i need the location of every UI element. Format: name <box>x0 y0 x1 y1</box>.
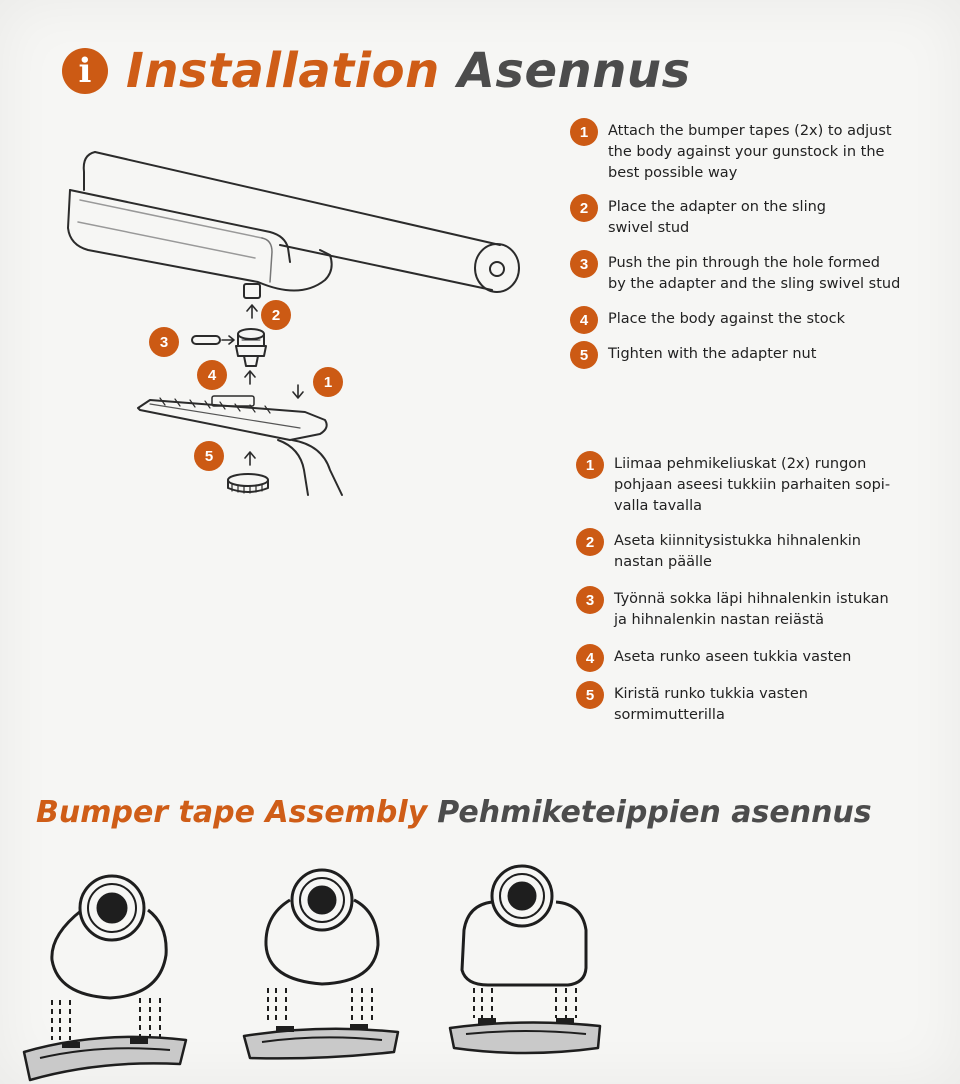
step-number: 5 <box>570 341 598 369</box>
step-number: 2 <box>576 528 604 556</box>
step-number: 1 <box>570 118 598 146</box>
diagram-label-5: 5 <box>194 441 224 471</box>
step-number: 3 <box>570 250 598 278</box>
step-number: 5 <box>576 681 604 709</box>
step-text: Liimaa pehmikeliuskat (2x) rungon pohjaan aseesi tukkiin parhaiten sopi- valla tavalla <box>614 456 891 514</box>
title-english: Installation <box>126 43 440 99</box>
step-text: Aseta runko aseen tukkia vasten <box>614 649 852 665</box>
step-text: Push the pin through the hole formed by the adapter and the sling swivel stud <box>608 255 901 292</box>
diagram-label-2: 2 <box>261 300 291 330</box>
step-number: 4 <box>570 306 598 334</box>
bumper-diagram-step-2 <box>244 870 398 1058</box>
step-text: Työnnä sokka läpi hihnalenkin istukan ja hihnalenkin nastan reiästä <box>614 591 889 628</box>
step-text: Aseta kiinnitysistukka hihnalenkin nastan päälle <box>614 533 861 570</box>
step-number: 1 <box>576 451 604 479</box>
step-text: Attach the bumper tapes (2x) to adjust the body against your gunstock in the best possible way <box>608 123 892 181</box>
bumper-diagram-step-3 <box>450 866 600 1053</box>
section-title-finnish: Pehmiketeippien asennus <box>437 795 872 830</box>
diagram-label-3: 3 <box>149 327 179 357</box>
step-number: 2 <box>570 194 598 222</box>
info-icon: i <box>62 48 108 94</box>
section-title-english: Bumper tape Assembly <box>36 795 428 830</box>
step-text: Tighten with the adapter nut <box>608 346 817 362</box>
step-number: 3 <box>576 586 604 614</box>
title-finnish: Asennus <box>457 43 691 99</box>
step-text: Kiristä runko tukkia vasten sormimutterilla <box>614 686 808 723</box>
step-text: Place the body against the stock <box>608 311 845 327</box>
step-text: Place the adapter on the sling swivel stud <box>608 199 827 236</box>
bumper-diagram-step-1 <box>24 876 186 1080</box>
diagram-label-1: 1 <box>313 367 343 397</box>
diagram-label-4: 4 <box>197 360 227 390</box>
step-number: 4 <box>576 644 604 672</box>
